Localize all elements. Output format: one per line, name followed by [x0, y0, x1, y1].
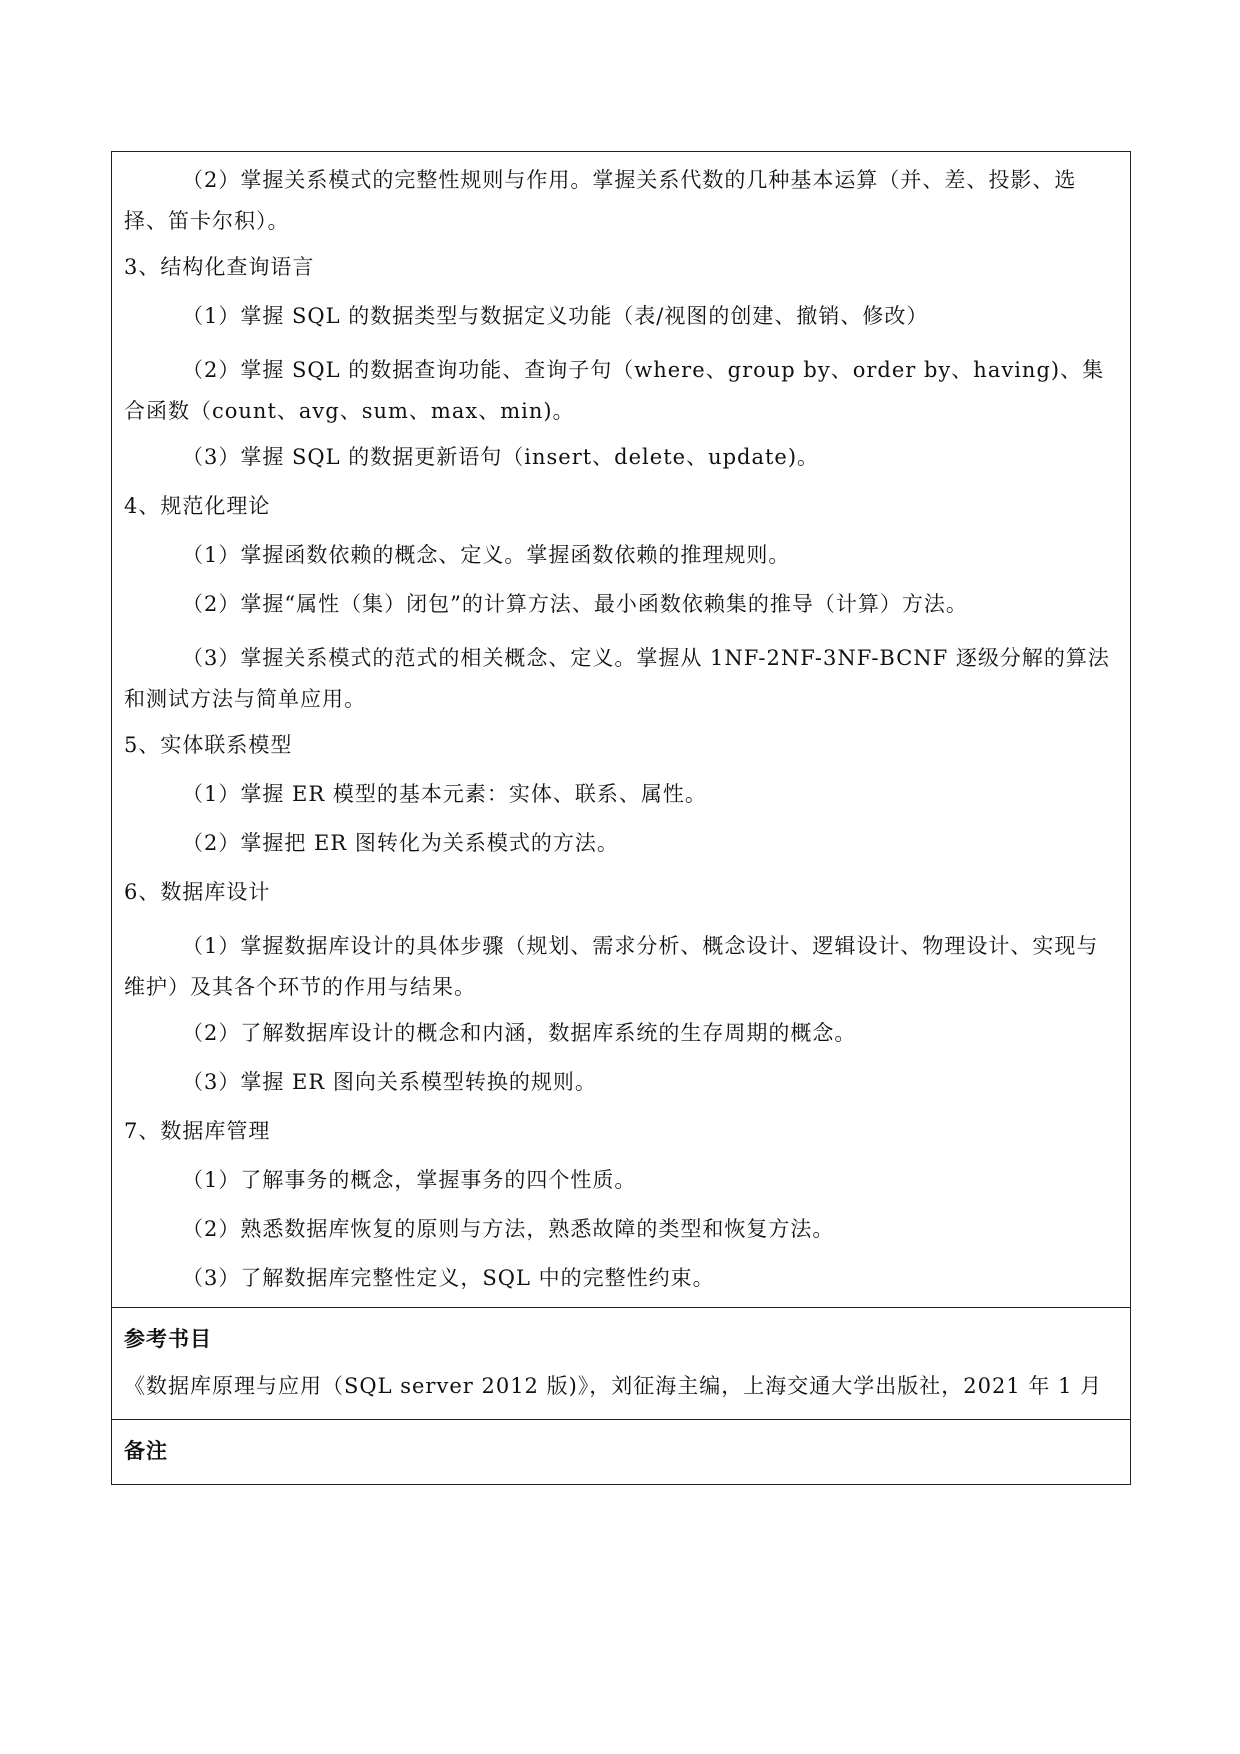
content-line: （2）了解数据库设计的概念和内涵，数据库系统的生存周期的概念。 [182, 1021, 857, 1045]
content-line: （3）了解数据库完整性定义，SQL 中的完整性约束。 [182, 1266, 715, 1290]
notes-title: 备注 [124, 1439, 168, 1463]
content-line: （1）掌握 SQL 的数据类型与数据定义功能（表/视图的创建、撤销、修改） [182, 304, 929, 328]
syllabus-table [111, 151, 1131, 1485]
content-line: （1）了解事务的概念，掌握事务的四个性质。 [182, 1168, 637, 1192]
content-line: （1）掌握数据库设计的具体步骤（规划、需求分析、概念设计、逻辑设计、物理设计、实现与维护）及其各个环节的作用与结果。 [124, 934, 1099, 999]
content-line: （3）掌握 SQL 的数据更新语句（insert、delete、update)。 [182, 445, 820, 469]
references-cell [112, 1308, 1130, 1420]
content-line: （2）掌握把 ER 图转化为关系模式的方法。 [182, 831, 619, 855]
content-line: （1）掌握函数依赖的概念、定义。掌握函数依赖的推理规则。 [182, 543, 791, 567]
notes-cell [112, 1420, 1130, 1484]
content-line: （2）掌握 SQL 的数据查询功能、查询子句（where、group by、order by、having)、集合函数（count、avg、sum、max、min)。 [124, 358, 1105, 423]
references-title: 参考书目 [124, 1327, 212, 1351]
section-heading: 3、结构化查询语言 [124, 255, 315, 279]
content-line: （2）熟悉数据库恢复的原则与方法，熟悉故障的类型和恢复方法。 [182, 1217, 835, 1241]
content-line: （3）掌握关系模式的范式的相关概念、定义。掌握从 1NF-2NF-3NF-BCNF 逐级分解的算法和测试方法与简单应用。 [124, 646, 1110, 711]
content-cell [112, 152, 1130, 1308]
section-heading: 6、数据库设计 [124, 880, 271, 904]
reference-entry: 《数据库原理与应用（SQL server 2012 版)》，刘征海主编，上海交通大学出版社，2021 年 1 月 [124, 1374, 1103, 1398]
section-heading: 7、数据库管理 [124, 1119, 271, 1143]
section-heading: 4、规范化理论 [124, 494, 271, 518]
content-line: （3）掌握 ER 图向关系模型转换的规则。 [182, 1070, 597, 1094]
content-line: （1）掌握 ER 模型的基本元素：实体、联系、属性。 [182, 782, 707, 806]
content-line: （2）掌握关系模式的完整性规则与作用。掌握关系代数的几种基本运算（并、差、投影、选择、笛卡尔积）。 [124, 168, 1077, 233]
content-line: （2）掌握“属性（集）闭包”的计算方法、最小函数依赖集的推导（计算）方法。 [182, 592, 968, 616]
section-heading: 5、实体联系模型 [124, 733, 293, 757]
